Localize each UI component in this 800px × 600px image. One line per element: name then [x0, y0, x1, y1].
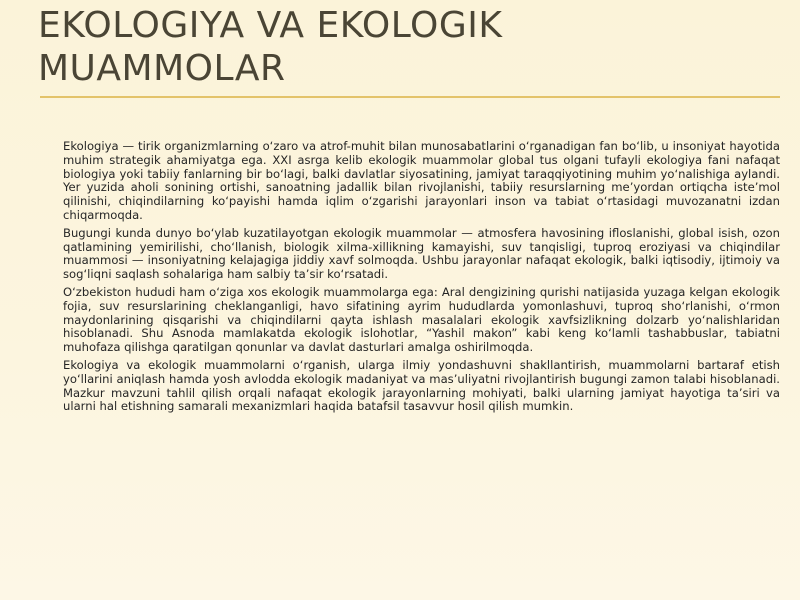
slide-title	[38, 4, 738, 90]
body-paragraph-2: Bugungi kunda dunyo bo‘ylab kuzatilayotgan ekologik muammolar — atmosfera havosining ifloslanishi, global isish, ozon qatlamining yemirilishi, cho‘llanish, biologik xilma-xillikning kamayishi, suv tanqisligi, tuproq eroziyasi va chiqindilar muammosi — insoniyatning kelajagiga jiddiy xavf solmoqda. Ushbu jarayonlar nafaqat ekologik, balki iqtisodiy, ijtimoiy va sog‘liqni saqlash sohalariga ham salbiy ta’sir ko‘rsatadi.	[63, 225, 780, 282]
slide-title-line-1: EKOLOGIYA VA EKOLOGIK	[38, 5, 503, 46]
body-paragraph-3: O‘zbekiston hududi ham o‘ziga xos ekologik muammolarga ega: Aral dengizining qurishi natijasida yuzaga kelgan ekologik fojia, suv resurslarining cheklanganligi, havo sifatining ayrim hududlarda yomonlashuvi, tuproq sho‘rlanishi, o‘rmon maydonlarining qisqarishi va chiqindilarni qayta ishlash masalalari ekologik xavfsizlikning dolzarb yo‘nalishlaridan hisoblanadi. Shu Asnoda mamlakatda ekologik islohotlar, “Yashil makon” kabi keng ko‘lamli tashabbuslar, tabiatni muhofaza qilishga qaratilgan qonunlar va davlat dasturlari amalga oshirilmoqda.	[63, 284, 780, 355]
slide-body	[63, 140, 780, 418]
body-paragraph-1: Ekologiya — tirik organizmlarning o‘zaro va atrof-muhit bilan munosabatlarini o‘rganadigan fan bo‘lib, u insoniyat hayotida muhim strategik ahamiyatga ega. XXI asrga kelib ekologik muammolar global tus olgani tufayli ekologiya fani nafaqat biologiya yoki tabiiy fanlarning bir bo‘lagi, balki davlatlar siyosatining, jamiyat taraqqiyotining muhim yo‘nalishiga aylandi. Yer yuzida aholi sonining ortishi, sanoatning jadallik bilan rivojlanishi, tabiiy resurslarning me’yordan ortiqcha iste’mol qilinishi, chiqindilarning ko‘payishi hamda iqlim o‘zgarishi jarayonlari inson va tabiat o‘rtasidagi muvozanatni izdan chiqarmoqda.	[63, 139, 780, 222]
slide-title-line-2: MUAMMOLAR	[38, 48, 286, 89]
body-paragraph-4: Ekologiya va ekologik muammolarni o‘rganish, ularga ilmiy yondashuvni shakllantirish, muammolarni bartaraf etish yo‘llarini aniqlash hamda yosh avlodda ekologik madaniyat va mas’uliyatni rivojlantirish bugungi zamon talabi hisoblanadi. Mazkur mavzuni tahlil qilish orqali nafaqat ekologik jarayonlarning mohiyati, balki ularning jamiyat hayotiga ta’siri va ularni hal etishning samarali mexanizmlari haqida batafsil tasavvur hosil qilish mumkin.	[63, 357, 780, 414]
title-divider	[40, 96, 780, 98]
